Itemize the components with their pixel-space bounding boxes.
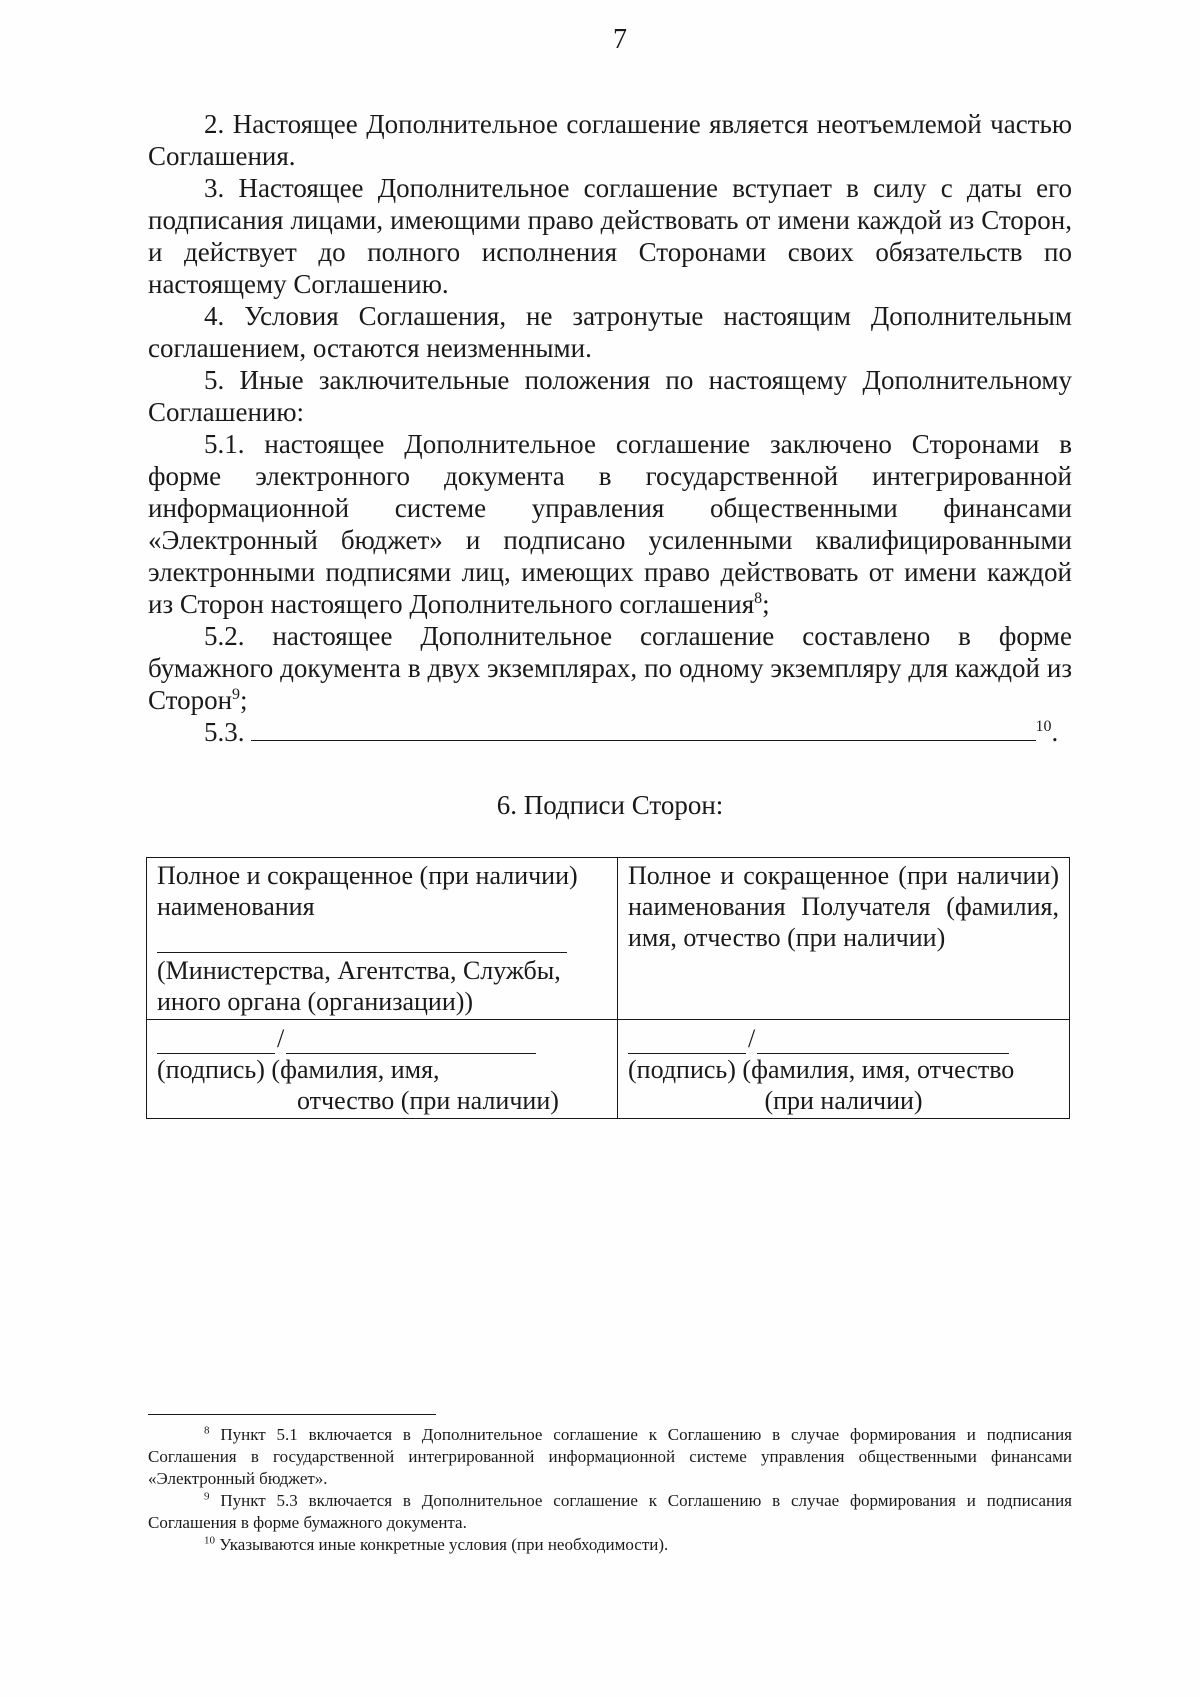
- party-recipient-name-cell: [618, 858, 1070, 1020]
- footnote-ref-10: 10: [1035, 718, 1052, 735]
- footnote-ref-9: 9: [232, 686, 241, 703]
- right-name-caption: Полное и сокращенное (при наличии) наименования Получателя (фамилия, имя, отчество (при наличии): [628, 861, 1059, 952]
- clause-5-3-end: .: [1051, 717, 1059, 747]
- left-org-caption: (Министерства, Агентства, Службы, иного органа (организации)): [157, 956, 561, 1016]
- table-row: [147, 1020, 1070, 1119]
- ministry-signature-line: [157, 1022, 607, 1054]
- footnote-10-text: Указываются иные конкретные условия (при необходимости).: [219, 1535, 669, 1554]
- footnotes: [148, 1424, 1072, 1556]
- ministry-name-line: [157, 922, 567, 953]
- clause-5-2: [148, 620, 1072, 716]
- footnote-8: [148, 1424, 1072, 1490]
- signature-segment: [628, 1027, 746, 1054]
- fullname-segment: [286, 1027, 536, 1054]
- clause-5-3-label: 5.3.: [204, 717, 245, 747]
- clause-4: 4. Условия Соглашения, не затронутые настоящим Дополнительным соглашением, остаются неизменными.: [148, 301, 1072, 363]
- slash-separator: /: [277, 1024, 285, 1053]
- party-ministry-name-cell: [147, 858, 618, 1020]
- clause-5-1-text: 5.1. настоящее Дополнительное соглашение заключено Сторонами в форме электронного документа в государственной интегрированной информационной системе управления общественными финансами «Электронный бюджет» и подписано усиленными квалифицированными электронными подписями лиц, имеющих право действовать от имени каждой из Сторон настоящего Дополнительного соглашения: [148, 429, 1072, 619]
- clause-2: 2. Настоящее Дополнительное соглашение является неотъемлемой частью Соглашения.: [148, 109, 1072, 171]
- left-name-caption: Полное и сокращенное (при наличии) наименования: [157, 861, 578, 921]
- fullname-segment: [757, 1027, 1009, 1054]
- clause-5-1: [148, 428, 1072, 620]
- footnote-8-number: 8: [204, 1424, 210, 1437]
- party-recipient-sign-cell: [618, 1020, 1070, 1119]
- recipient-signature-line: [628, 1022, 1059, 1054]
- signatures-title: 6. Подписи Сторон:: [496, 790, 724, 820]
- footnote-9: [148, 1490, 1072, 1534]
- clause-5-2-text: 5.2. настоящее Дополнительное соглашение составлено в форме бумажного документа в двух экземплярах, по одному экземпляру для каждой из Сторон: [148, 621, 1072, 715]
- signatures-table: [146, 857, 1070, 1119]
- page-number: 7: [613, 24, 627, 55]
- table-row: [147, 858, 1070, 1020]
- clause-5-3: [148, 716, 1072, 748]
- clause-5-1-end: ;: [762, 589, 770, 619]
- agreement-body: [148, 108, 1072, 748]
- footnote-9-text: Пункт 5.3 включается в Дополнительное соглашение к Соглашению в случае формирования и подписания Соглашения в форме бумажного документа.: [148, 1491, 1073, 1532]
- blank-fill-line: [251, 716, 1036, 741]
- slash-separator: /: [748, 1024, 756, 1053]
- left-sign-caption-cont: отчество (при наличии): [297, 1086, 559, 1115]
- footnote-ref-8: 8: [754, 590, 763, 607]
- footnote-10: [148, 1534, 1072, 1556]
- footnote-10-number: 10: [204, 1534, 215, 1547]
- footnote-8-text: Пункт 5.1 включается в Дополнительное соглашение к Соглашению в случае формирования и подписания Соглашения в государственной интегрированной информационной системе управления общественными финансами «Электронный бюджет».: [148, 1425, 1073, 1488]
- signature-segment: [157, 1027, 275, 1054]
- party-ministry-sign-cell: [147, 1020, 618, 1119]
- clause-5: 5. Иные заключительные положения по настоящему Дополнительному Соглашению:: [148, 365, 1072, 427]
- clause-3: 3. Настоящее Дополнительное соглашение вступает в силу с даты его подписания лицами, имеющими право действовать от имени каждой из Сторон, и действует до полного исполнения Сторонами своих обязательств по настоящему Соглашению.: [148, 173, 1072, 299]
- left-sign-caption: (подпись) (фамилия, имя,: [157, 1055, 440, 1084]
- clause-5-2-end: ;: [240, 685, 248, 715]
- footnote-separator: [148, 1414, 436, 1415]
- right-sign-caption: (подпись) (фамилия, имя, отчество: [628, 1055, 1015, 1084]
- footnote-9-number: 9: [204, 1490, 210, 1503]
- right-sign-caption-cont: (при наличии): [764, 1086, 923, 1115]
